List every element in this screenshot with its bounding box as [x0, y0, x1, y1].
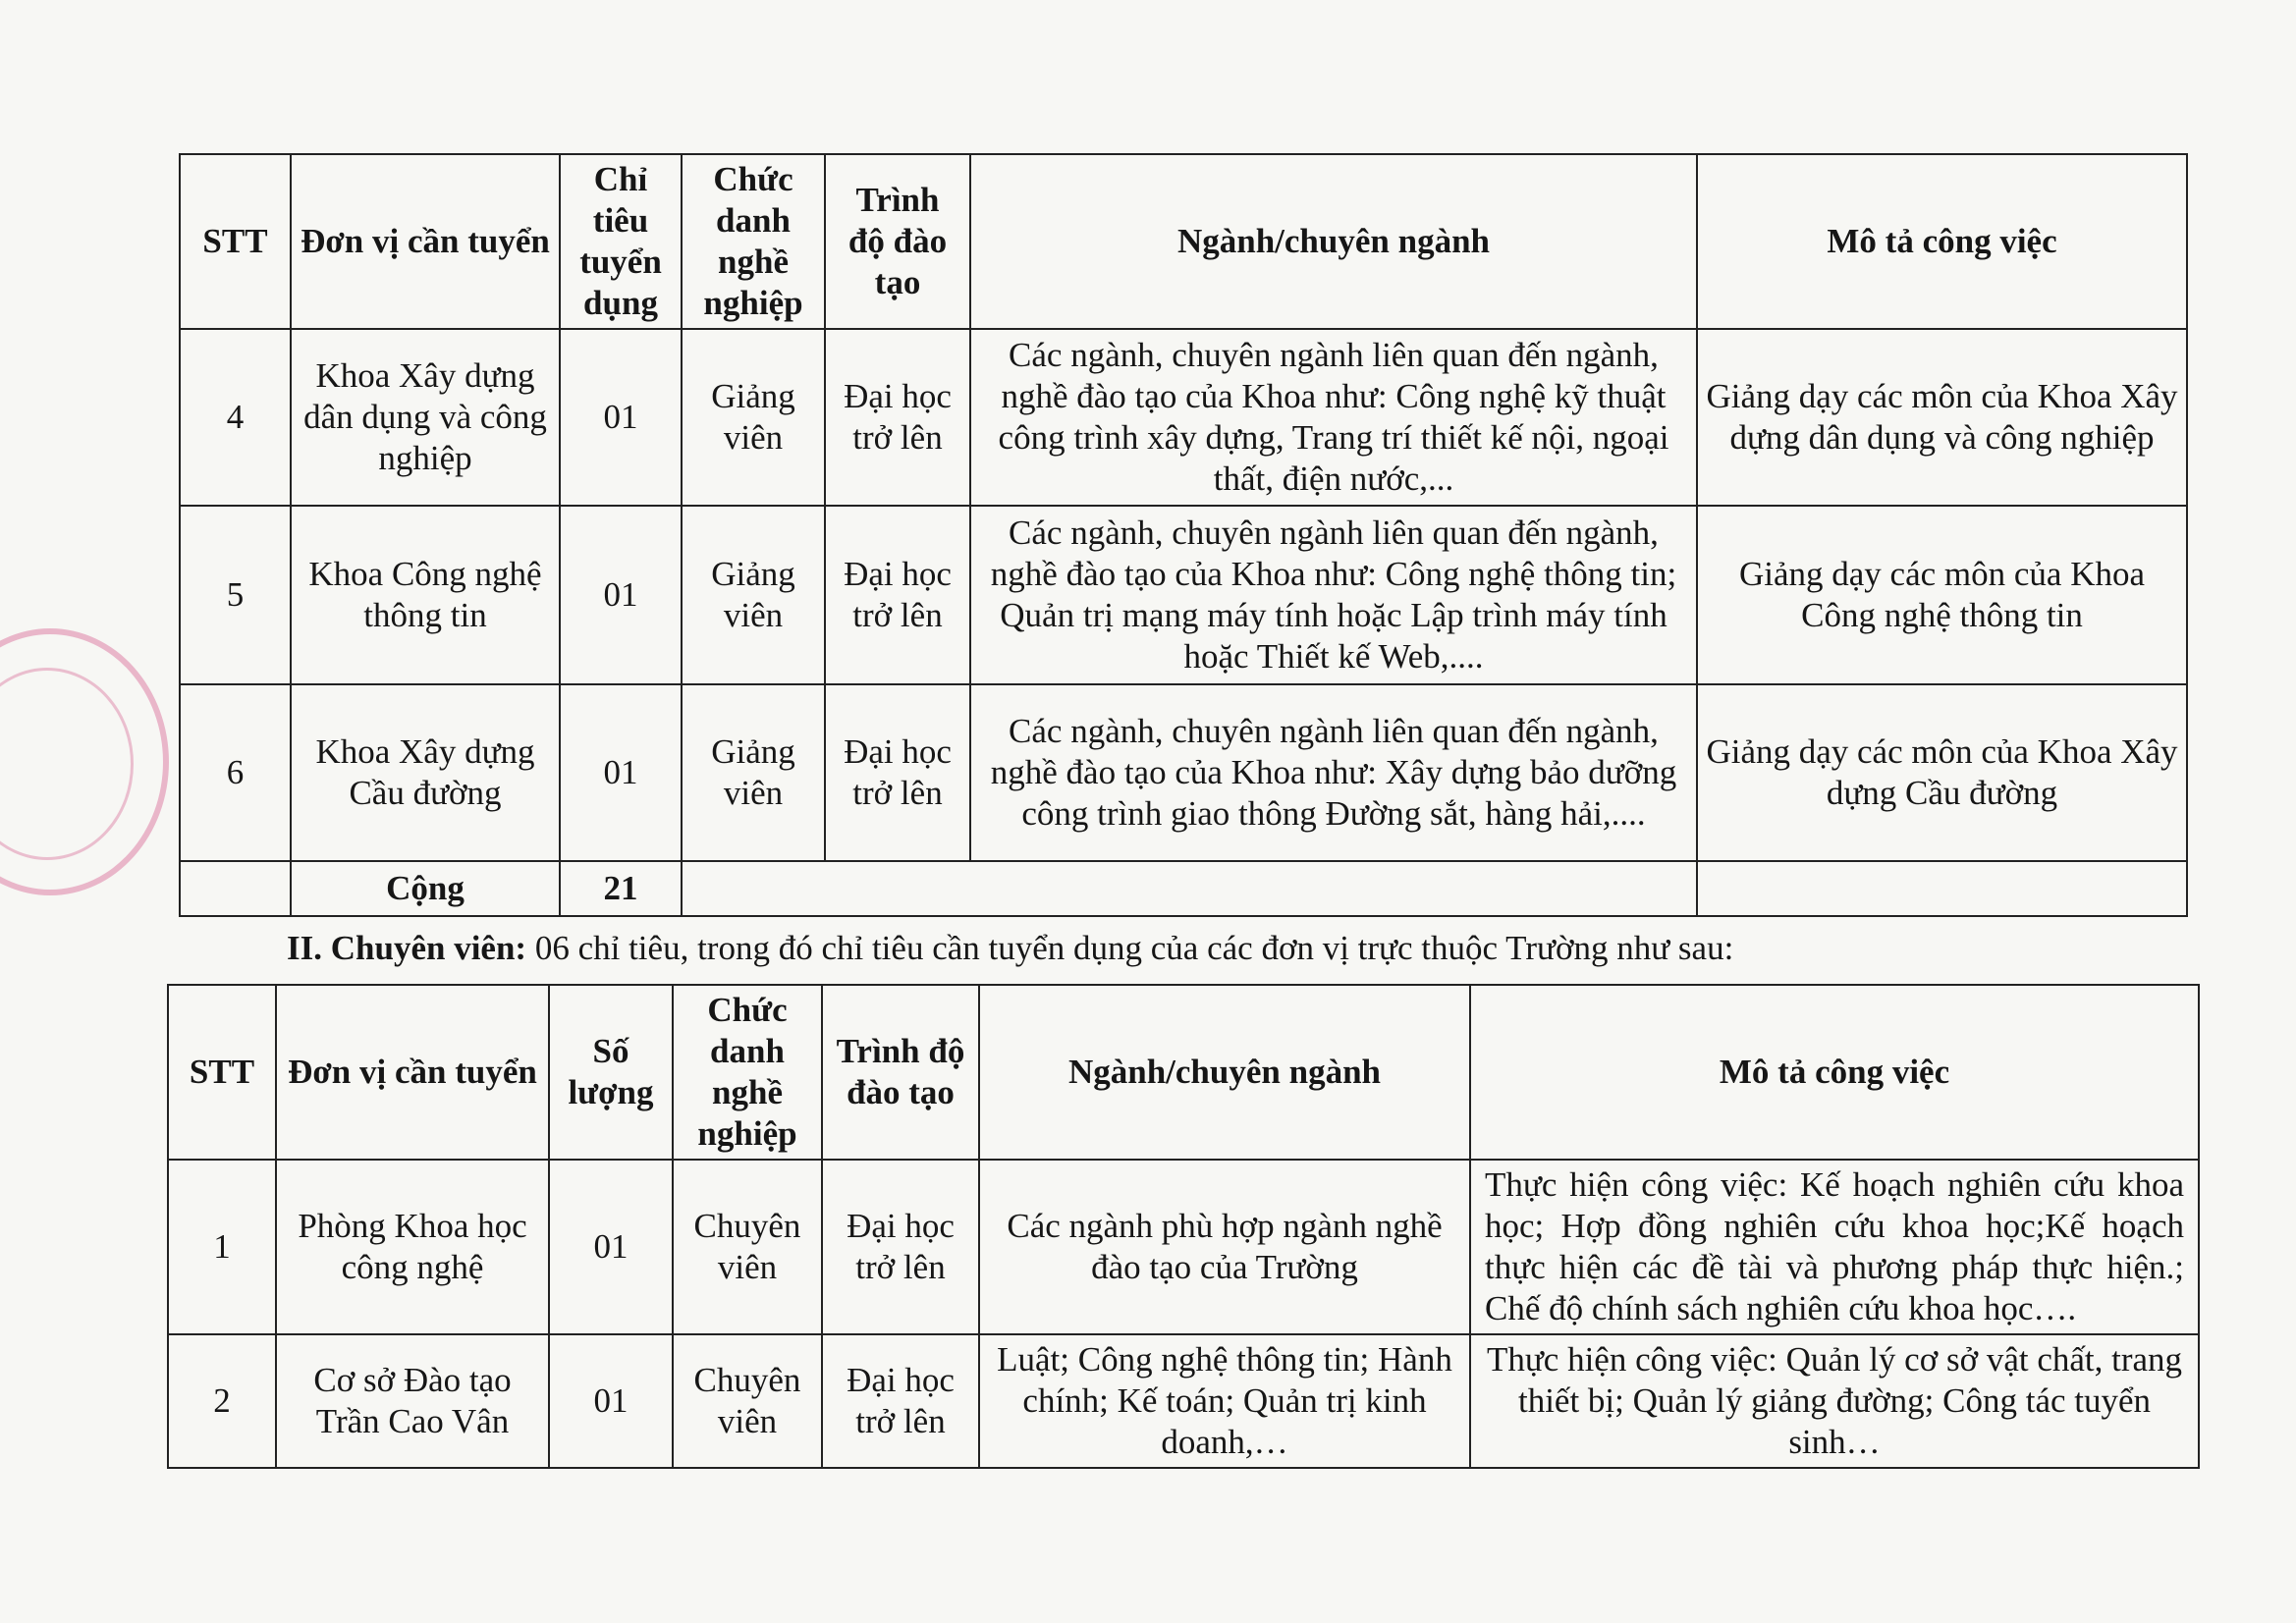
header-stt: STT: [180, 154, 291, 329]
cell-job-description: Giảng dạy các môn của Khoa Xây dựng Cầu đường: [1697, 684, 2187, 861]
cell-quota: 01: [560, 329, 682, 506]
cell-job-title: Chuyên viên: [673, 1334, 822, 1468]
table-row: [168, 1160, 2199, 1334]
cell-education-level: Đại học trở lên: [825, 684, 970, 861]
cell-job-description: Giảng dạy các môn của Khoa Xây dựng dân dụng và công nghiệp: [1697, 329, 2187, 506]
cell-job-title: Chuyên viên: [673, 1160, 822, 1334]
total-spacer: [682, 861, 1697, 916]
table-row: [180, 684, 2187, 861]
cell-unit: Khoa Công nghệ thông tin: [291, 506, 560, 684]
header-quota: Chỉ tiêu tuyển dụng: [560, 154, 682, 329]
cell-unit: Phòng Khoa học công nghệ: [276, 1160, 549, 1334]
header-unit: Đơn vị cần tuyển: [276, 985, 549, 1160]
lecturer-recruitment-table: [179, 153, 2188, 917]
total-row: [180, 861, 2187, 916]
cell-job-title: Giảng viên: [682, 329, 825, 506]
total-empty-cell: [180, 861, 291, 916]
cell-unit: Cơ sở Đào tạo Trần Cao Vân: [276, 1334, 549, 1468]
header-education-level: Trình độ đào tạo: [825, 154, 970, 329]
cell-quota: 01: [560, 684, 682, 861]
cell-job-title: Giảng viên: [682, 506, 825, 684]
cell-job-description: Thực hiện công việc: Quản lý cơ sở vật chất, trang thiết bị; Quản lý giảng đường; Công tác tuyển sinh…: [1470, 1334, 2199, 1468]
cell-job-title: Giảng viên: [682, 684, 825, 861]
section-heading: [287, 929, 1733, 968]
cell-quantity: 01: [549, 1160, 673, 1334]
cell-job-description: Giảng dạy các môn của Khoa Công nghệ thông tin: [1697, 506, 2187, 684]
cell-major: Các ngành, chuyên ngành liên quan đến ngành, nghề đào tạo của Khoa như: Công nghệ thông tin; Quản trị mạng máy tính hoặc Lập trình máy tính hoặc Thiết kế Web,....: [970, 506, 1697, 684]
section-label: II. Chuyên viên:: [287, 929, 527, 967]
cell-education-level: Đại học trở lên: [822, 1334, 979, 1468]
header-stt: STT: [168, 985, 276, 1160]
cell-education-level: Đại học trở lên: [822, 1160, 979, 1334]
header-job-description: Mô tả công việc: [1697, 154, 2187, 329]
table-header-row: [168, 985, 2199, 1160]
cell-stt: 4: [180, 329, 291, 506]
section-text: 06 chỉ tiêu, trong đó chỉ tiêu cần tuyển dụng của các đơn vị trực thuộc Trường như sau:: [526, 929, 1734, 967]
cell-stt: 2: [168, 1334, 276, 1468]
cell-job-description: Thực hiện công việc: Kế hoạch nghiên cứu khoa học; Hợp đồng nghiên cứu khoa học;Kế hoạch thực hiện các đề tài và phương pháp thực hiện.; Chế độ chính sách nghiên cứu khoa học….: [1470, 1160, 2199, 1334]
cell-unit: Khoa Xây dựng Cầu đường: [291, 684, 560, 861]
header-job-title: Chức danh nghề nghiệp: [673, 985, 822, 1160]
header-major: Ngành/chuyên ngành: [979, 985, 1470, 1160]
header-education-level: Trình độ đào tạo: [822, 985, 979, 1160]
table-header-row: [180, 154, 2187, 329]
cell-education-level: Đại học trở lên: [825, 506, 970, 684]
header-quantity: Số lượng: [549, 985, 673, 1160]
cell-major: Các ngành phù hợp ngành nghề đào tạo của Trường: [979, 1160, 1470, 1334]
header-major: Ngành/chuyên ngành: [970, 154, 1697, 329]
cell-quantity: 01: [549, 1334, 673, 1468]
cell-stt: 5: [180, 506, 291, 684]
table-row: [168, 1334, 2199, 1468]
cell-education-level: Đại học trở lên: [825, 329, 970, 506]
cell-major: Các ngành, chuyên ngành liên quan đến ngành, nghề đào tạo của Khoa như: Công nghệ kỹ thuật công trình xây dựng, Trang trí thiết kế nội, ngoại thất, điện nước,...: [970, 329, 1697, 506]
cell-major: Luật; Công nghệ thông tin; Hành chính; Kế toán; Quản trị kinh doanh,…: [979, 1334, 1470, 1468]
table-row: [180, 329, 2187, 506]
cell-stt: 6: [180, 684, 291, 861]
header-job-description: Mô tả công việc: [1470, 985, 2199, 1160]
header-job-title: Chức danh nghề nghiệp: [682, 154, 825, 329]
total-value: 21: [560, 861, 682, 916]
header-unit: Đơn vị cần tuyển: [291, 154, 560, 329]
total-empty-cell: [1697, 861, 2187, 916]
cell-unit: Khoa Xây dựng dân dụng và công nghiệp: [291, 329, 560, 506]
cell-major: Các ngành, chuyên ngành liên quan đến ngành, nghề đào tạo của Khoa như: Xây dựng bảo dưỡng công trình giao thông Đường sắt, hàng hải,....: [970, 684, 1697, 861]
total-label: Cộng: [291, 861, 560, 916]
table-row: [180, 506, 2187, 684]
cell-quota: 01: [560, 506, 682, 684]
specialist-recruitment-table: [167, 984, 2200, 1469]
cell-stt: 1: [168, 1160, 276, 1334]
